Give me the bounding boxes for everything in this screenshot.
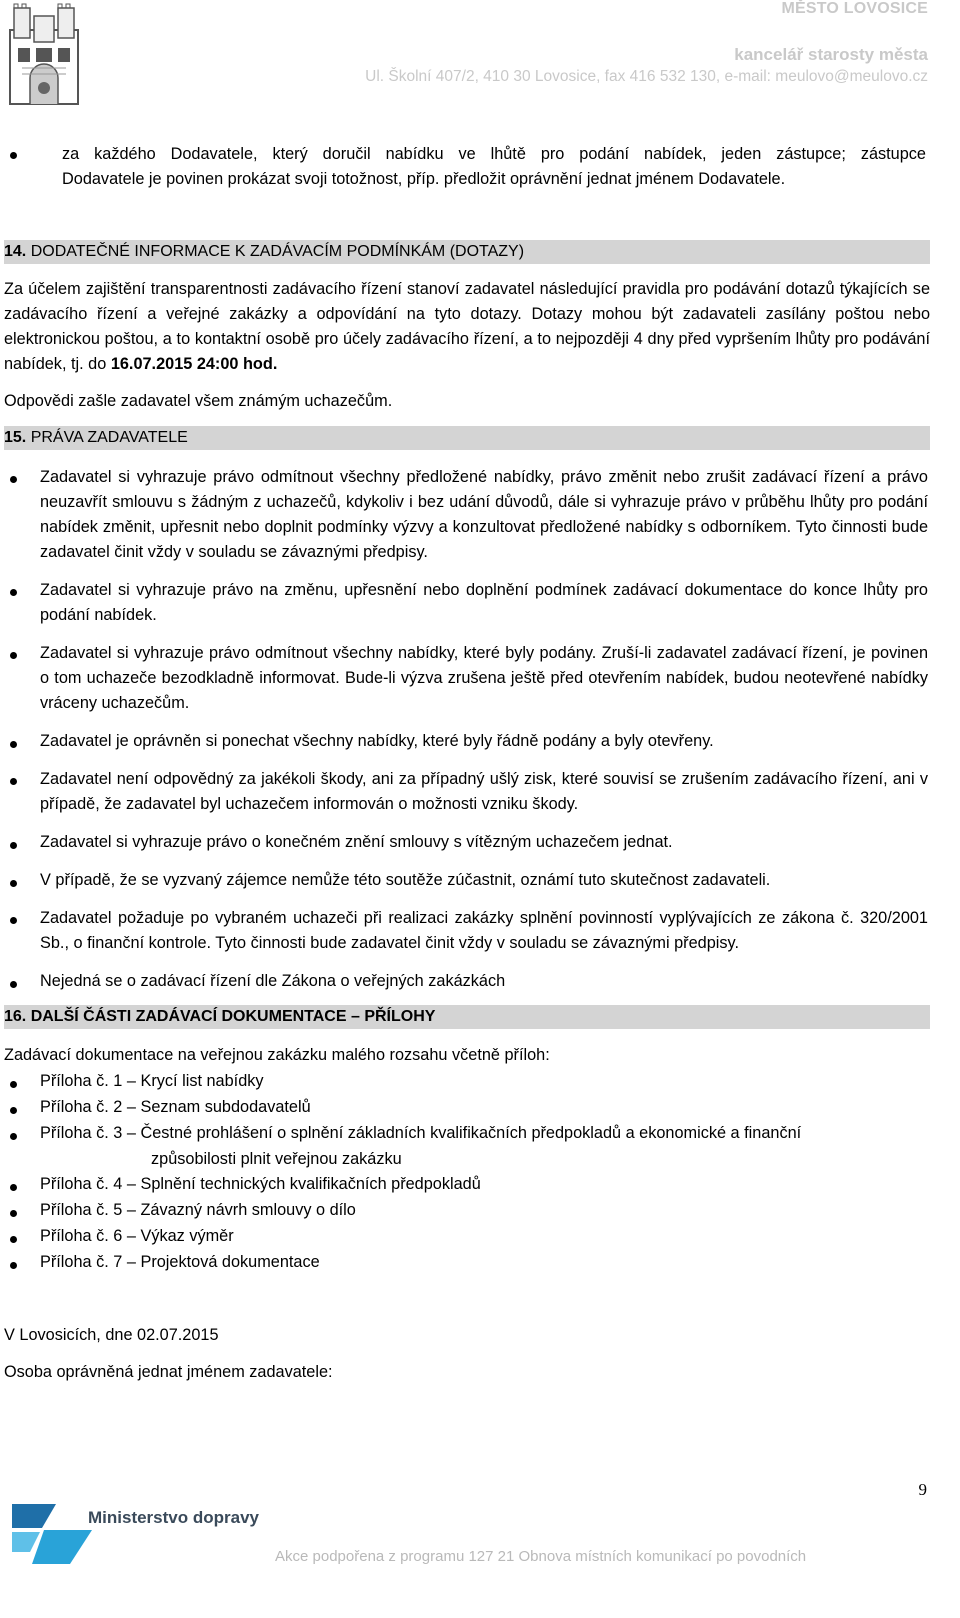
bullet-icon (10, 1210, 17, 1217)
rights-item: Zadavatel si vyhrazuje právo na změnu, upřesnění nebo doplnění podmínek zadávací dokumentace do konce lhůty pro podání nabídek. (40, 581, 928, 624)
bullet-icon (10, 880, 17, 887)
bullet-icon (10, 476, 17, 483)
bullet-icon (10, 842, 17, 849)
attachment-item: Příloha č. 1 – Krycí list nabídky (40, 1072, 264, 1090)
ministry-logo-text: Ministerstvo dopravy (88, 1508, 259, 1527)
bullet-icon (10, 652, 17, 659)
bullet-icon (10, 1262, 17, 1269)
signatory-label: Osoba oprávněná jednat jménem zadavatele: (4, 1363, 333, 1381)
attachment-item: Příloha č. 7 – Projektová dokumentace (40, 1253, 320, 1271)
ministry-logo-icon (12, 1502, 92, 1564)
town-crest-logo (8, 2, 80, 110)
attachment-item: Příloha č. 3 – Čestné prohlášení o splnění základních kvalifikačních předpokladů a ekonomické a finanční způsobilosti plnit veřejnou zakázku (40, 1124, 802, 1168)
attachment-item: Příloha č. 4 – Splnění technických kvalifikačních předpokladů (40, 1175, 481, 1193)
bullet-icon (10, 778, 17, 785)
top-bullet-text: za každého Dodavatele, který doručil nabídku ve lhůtě pro podání nabídek, jeden zástupce; zástupce Dodavatele je povinen prokázat svoji totožnost, příp. předložit oprávnění jednat jménem Dodavatele. (62, 145, 926, 188)
rights-item: V případě, že se vyzvaný zájemce nemůže této soutěže zúčastnit, oznámí tuto skutečnost zadavateli. (40, 871, 771, 889)
bullet-icon (10, 1081, 17, 1088)
attachment-item: Příloha č. 2 – Seznam subdodavatelů (40, 1098, 311, 1116)
header-town-name: MĚSTO LOVOSICE (781, 0, 928, 17)
bullet-icon (10, 741, 17, 748)
rights-item: Nejedná se o zadávací řízení dle Zákona o veřejných zakázkách (40, 972, 506, 990)
deadline: 16.07.2015 24:00 hod. (110, 355, 278, 373)
section-14-heading: 14. DODATEČNÉ INFORMACE K ZADÁVACÍM PODMÍNKÁM (DOTAZY) (4, 240, 930, 264)
section-16-intro: Zadávací dokumentace na veřejnou zakázku malého rozsahu včetně příloh: (4, 1046, 550, 1064)
attachment-item: Příloha č. 5 – Závazný návrh smlouvy o dílo (40, 1201, 356, 1219)
bullet-icon (10, 1133, 17, 1140)
bullet-icon (10, 1184, 17, 1191)
bullet-icon (10, 1236, 17, 1243)
place-date: V Lovosicích, dne 02.07.2015 (4, 1326, 219, 1344)
rights-item: Zadavatel si vyhrazuje právo o konečném znění smlouvy s vítězným uchazečem jednat. (40, 833, 673, 851)
rights-item: Zadavatel požaduje po vybraném uchazeči při realizaci zakázky splnění povinností vyplývajících ze zákona č. 320/2001 Sb., o finanční kontrole. Tyto činnosti bude zadavatel činit vždy v souladu se závaznými předpisy. (40, 909, 928, 952)
bullet-icon (10, 152, 17, 159)
section-14-answers: Odpovědi zašle zadavatel všem známým uchazečům. (4, 392, 393, 410)
attachment-item: Příloha č. 6 – Výkaz výměr (40, 1227, 234, 1245)
header-office: kancelář starosty města (734, 45, 928, 64)
bullet-icon (10, 589, 17, 596)
footer-program-text: Akce podpořena z programu 127 21 Obnova místních komunikací po povodních (275, 1548, 807, 1565)
section-14-text: Za účelem zajištění transparentnosti zadávacího řízení stanoví zadavatel následující pravidla pro podávání dotazů týkajících se zadávacího řízení a veřejné zakázky a odpovídání na tyto dotazy. Dotazy mohou být zadavateli zasílány poštou nebo elektronickou poštou, a to kontaktní osobě pro účely zadávacího řízení, a to nejpozději 4 dny před vypršením lhůty pro podávání nabídek, tj. do 16.07.2015 24:00 hod. (4, 280, 930, 373)
rights-item: Zadavatel je oprávněn si ponechat všechny nabídky, které byly řádně podány a byly otevřeny. (40, 732, 714, 750)
header-address: Ul. Školní 407/2, 410 30 Lovosice, fax 416 532 130, e-mail: meulovo@meulovo.cz (365, 68, 928, 85)
section-16-heading: 16. DALŠÍ ČÁSTI ZADÁVACÍ DOKUMENTACE – PŘÍLOHY (4, 1005, 930, 1029)
section-15-heading: 15. PRÁVA ZADAVATELE (4, 426, 930, 450)
bullet-icon (10, 981, 17, 988)
rights-item: Zadavatel si vyhrazuje právo odmítnout všechny předložené nabídky, právo změnit nebo zrušit zadávací řízení a právo neuzavřít smlouvu s žádným z uchazečů, kdykoliv i bez udání důvodů, dále si vyhrazuje právo v průběhu lhůty pro podání nabídek změnit, upřesnit nebo doplnit podmínky výzvy a konzultovat předložené nabídky s odborníkem. Tyto činnosti bude zadavatel činit vždy v souladu se závaznými předpisy. (40, 468, 928, 561)
bullet-icon (10, 1107, 17, 1114)
bullet-icon (10, 917, 17, 924)
rights-item: Zadavatel si vyhrazuje právo odmítnout všechny nabídky, které byly podány. Zruší-li zadavatel zadávací řízení, je povinen o tom uchazeče bezodkladně informovat. Bude-li výzva zrušena ještě před otevřením nabídek, budou neotevřené nabídky vráceny uchazečům. (40, 644, 928, 712)
page-number: 9 (918, 1480, 927, 1499)
rights-item: Zadavatel není odpovědný za jakékoli škody, ani za případný ušlý zisk, které souvisí se zrušením zadávacího řízení, ani v případě, že zadavatel byl uchazečem informován o možnosti vzniku škody. (40, 770, 928, 813)
